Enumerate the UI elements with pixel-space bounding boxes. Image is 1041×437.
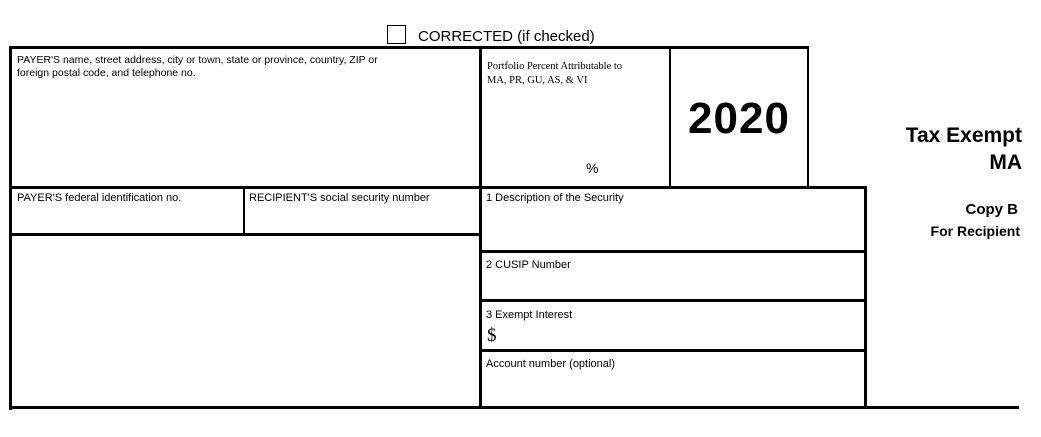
box3-dollar-sign: $ bbox=[487, 325, 497, 346]
form-top-border bbox=[9, 46, 809, 49]
box3-bottom-line bbox=[479, 349, 867, 352]
box2-cusip-label: 2 CUSIP Number bbox=[486, 259, 571, 271]
form-title-line1: Tax Exempt bbox=[905, 124, 1022, 147]
form-bottom-border bbox=[9, 406, 1019, 409]
account-number-label: Account number (optional) bbox=[486, 358, 616, 370]
box1-bottom-line bbox=[479, 250, 867, 253]
corrected-label: CORRECTED (if checked) bbox=[418, 28, 595, 45]
payer-federal-id-field[interactable] bbox=[14, 207, 240, 231]
tax-year: 2020 bbox=[688, 94, 790, 143]
boxes-right-border bbox=[864, 186, 867, 409]
payer-name-address-label-line1: PAYER'S name, street address, city or town, state or province, country, ZIP or bbox=[17, 54, 378, 66]
payer-federal-id-label: PAYER'S federal identification no. bbox=[17, 192, 182, 204]
year-right-divider bbox=[807, 46, 809, 187]
recipient-ssn-field[interactable] bbox=[248, 207, 476, 231]
percent-sign: % bbox=[586, 160, 599, 176]
id-bottom-line bbox=[9, 233, 482, 236]
box1-description-label: 1 Description of the Security bbox=[486, 192, 624, 204]
portfolio-percent-field[interactable] bbox=[486, 150, 582, 180]
portfolio-percent-label-line2: MA, PR, GU, AS, & VI bbox=[487, 75, 588, 86]
id-divider bbox=[243, 186, 245, 235]
portfolio-percent-label-line1: Portfolio Percent Attributable to bbox=[487, 61, 623, 72]
recipient-ssn-label: RECIPIENT'S social security number bbox=[249, 192, 430, 204]
box1-description-field[interactable] bbox=[485, 207, 861, 247]
copy-subtitle: For Recipient bbox=[930, 223, 1020, 239]
corrected-checkbox[interactable] bbox=[387, 25, 406, 44]
recipient-name-address-field[interactable] bbox=[14, 240, 476, 402]
form-title-line2: MA bbox=[989, 151, 1022, 174]
payer-name-address-label-line2: foreign postal code, and telephone no. bbox=[17, 67, 196, 79]
copy-title: Copy B bbox=[965, 201, 1018, 218]
box2-cusip-field[interactable] bbox=[485, 274, 861, 296]
box3-exempt-interest-label: 3 Exempt Interest bbox=[486, 309, 573, 321]
box2-bottom-line bbox=[479, 299, 867, 302]
form-left-border bbox=[9, 46, 12, 410]
account-number-field[interactable] bbox=[485, 373, 861, 403]
payer-name-address-field[interactable] bbox=[14, 84, 476, 184]
section-divider-1 bbox=[9, 186, 867, 189]
box3-exempt-interest-field[interactable] bbox=[502, 324, 861, 346]
center-divider bbox=[479, 46, 482, 409]
